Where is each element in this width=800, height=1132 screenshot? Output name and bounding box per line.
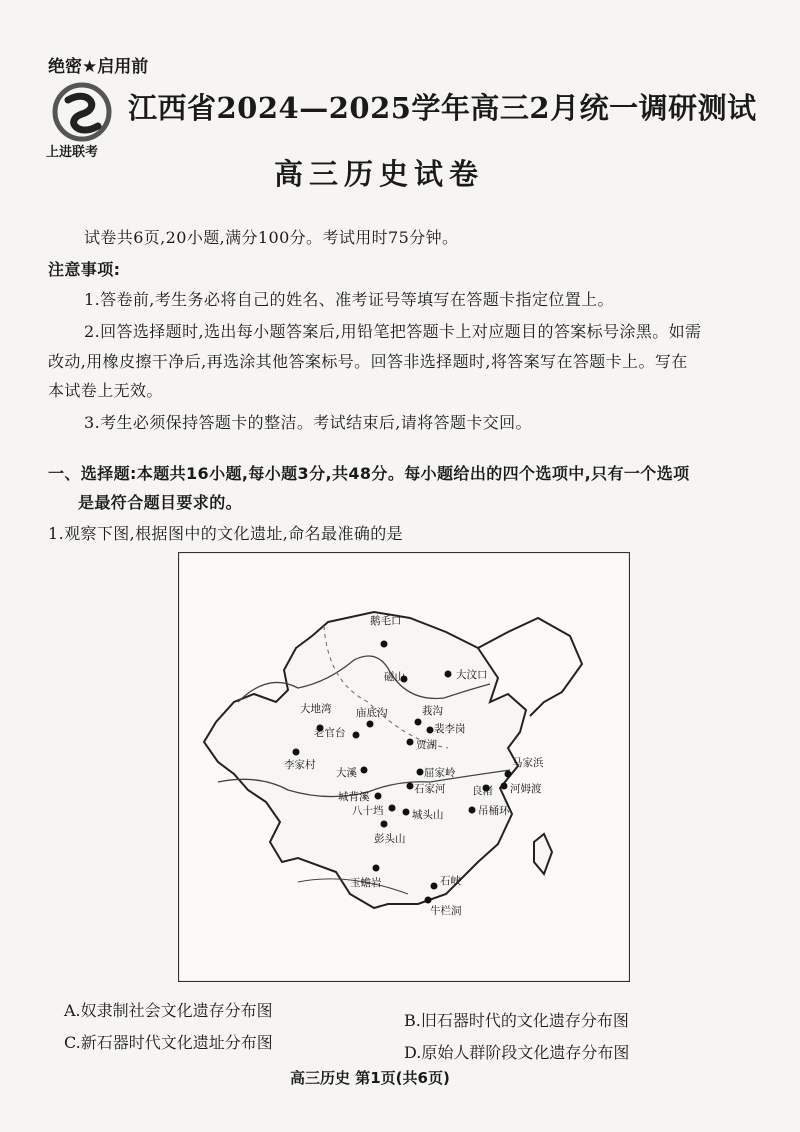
site-marker [389,805,396,812]
site-marker [375,793,382,800]
option-d[interactable]: D.原始人群阶段文化遗存分布图 [404,1043,630,1062]
site-label: 玉蟾岩 [350,877,382,889]
site-marker [427,727,434,734]
question-1-stem: 1.观察下图,根据图中的文化遗址,命名最准确的是 [48,524,404,543]
site-label: 吊桶环 [478,805,510,817]
site-marker [469,807,476,814]
site-label: 屈家岭 [424,767,456,779]
site-label: 彭头山 [374,833,406,845]
site-label: 大地湾 [300,703,332,715]
site-marker [353,732,360,739]
site-marker [407,739,414,746]
page-footer: 高三历史 第1页(共6页) [290,1069,450,1087]
site-marker [293,749,300,756]
note-item-2-line2: 改动,用橡皮擦干净后,再选涂其他答案标号。回答非选择题时,将答案写在答题卡上。写在 [48,352,688,371]
site-label: 磁山 [384,671,405,683]
publisher-logo-text: 上进联考 [46,145,99,160]
site-marker [403,809,410,816]
exam-title: 江西省2024—2025学年高三2月统一调研测试 [128,91,757,125]
site-marker [381,821,388,828]
site-label: 石家河 [414,783,446,795]
paper-subtitle: 高三历史试卷 [274,157,485,191]
site-label: 石峡 [440,875,461,887]
confidential-label: 绝密★启用前 [48,57,149,77]
archaeological-site-map [178,552,630,982]
site-marker [505,771,512,778]
site-marker [431,883,438,890]
site-marker [361,767,368,774]
option-a[interactable]: A.奴隶制社会文化遗存分布图 [64,1001,273,1020]
site-label: 老官台 [314,727,346,739]
site-label: 庙底沟 [356,707,388,719]
site-label: 城背溪 [338,791,370,803]
site-label: 大汶口 [456,669,488,681]
site-label: 鹅毛口 [370,615,402,627]
note-item-2-line3: 本试卷上无效。 [48,381,163,400]
site-label: 莪沟 [422,705,443,717]
option-c[interactable]: C.新石器时代文化遗址分布图 [64,1033,273,1052]
site-label: 李家村 [284,759,316,771]
notes-heading: 注意事项: [48,260,121,279]
site-label: 贾湖 [416,739,437,751]
site-label: 牛栏洞 [430,905,462,917]
site-marker [373,865,380,872]
note-item-2-line1: 2.回答选择题时,选出每小题答案后,用铅笔把答题卡上对应题目的答案标号涂黑。如需 [84,322,702,341]
note-item-3: 3.考生必须保持答题卡的整洁。考试结束后,请将答题卡交回。 [84,413,532,432]
site-label: 裴李岗 [434,723,466,735]
section-heading-line2: 是最符合题目要求的。 [78,493,243,512]
site-marker [445,671,452,678]
site-marker [367,721,374,728]
site-label: 大溪 [336,767,357,779]
site-marker [417,769,424,776]
site-marker [407,783,414,790]
site-label: 良渚 [472,785,493,797]
site-marker [415,719,422,726]
section-heading-line1: 一、选择题:本题共16小题,每小题3分,共48分。每小题给出的四个选项中,只有一个选项 [48,464,690,483]
exam-intro: 试卷共6页,20小题,满分100分。考试用时75分钟。 [84,228,459,247]
site-label: 八十垱 [352,805,384,817]
site-marker [501,783,508,790]
option-b[interactable]: B.旧石器时代的文化遗存分布图 [404,1011,629,1030]
site-marker [381,641,388,648]
note-item-1: 1.答卷前,考生务必将自己的姓名、准考证号等填写在答题卡指定位置上。 [84,290,614,309]
site-label: 河姆渡 [510,783,542,795]
site-label: 马家浜 [512,757,544,769]
site-marker [425,897,432,904]
site-label: 城头山 [412,809,444,821]
